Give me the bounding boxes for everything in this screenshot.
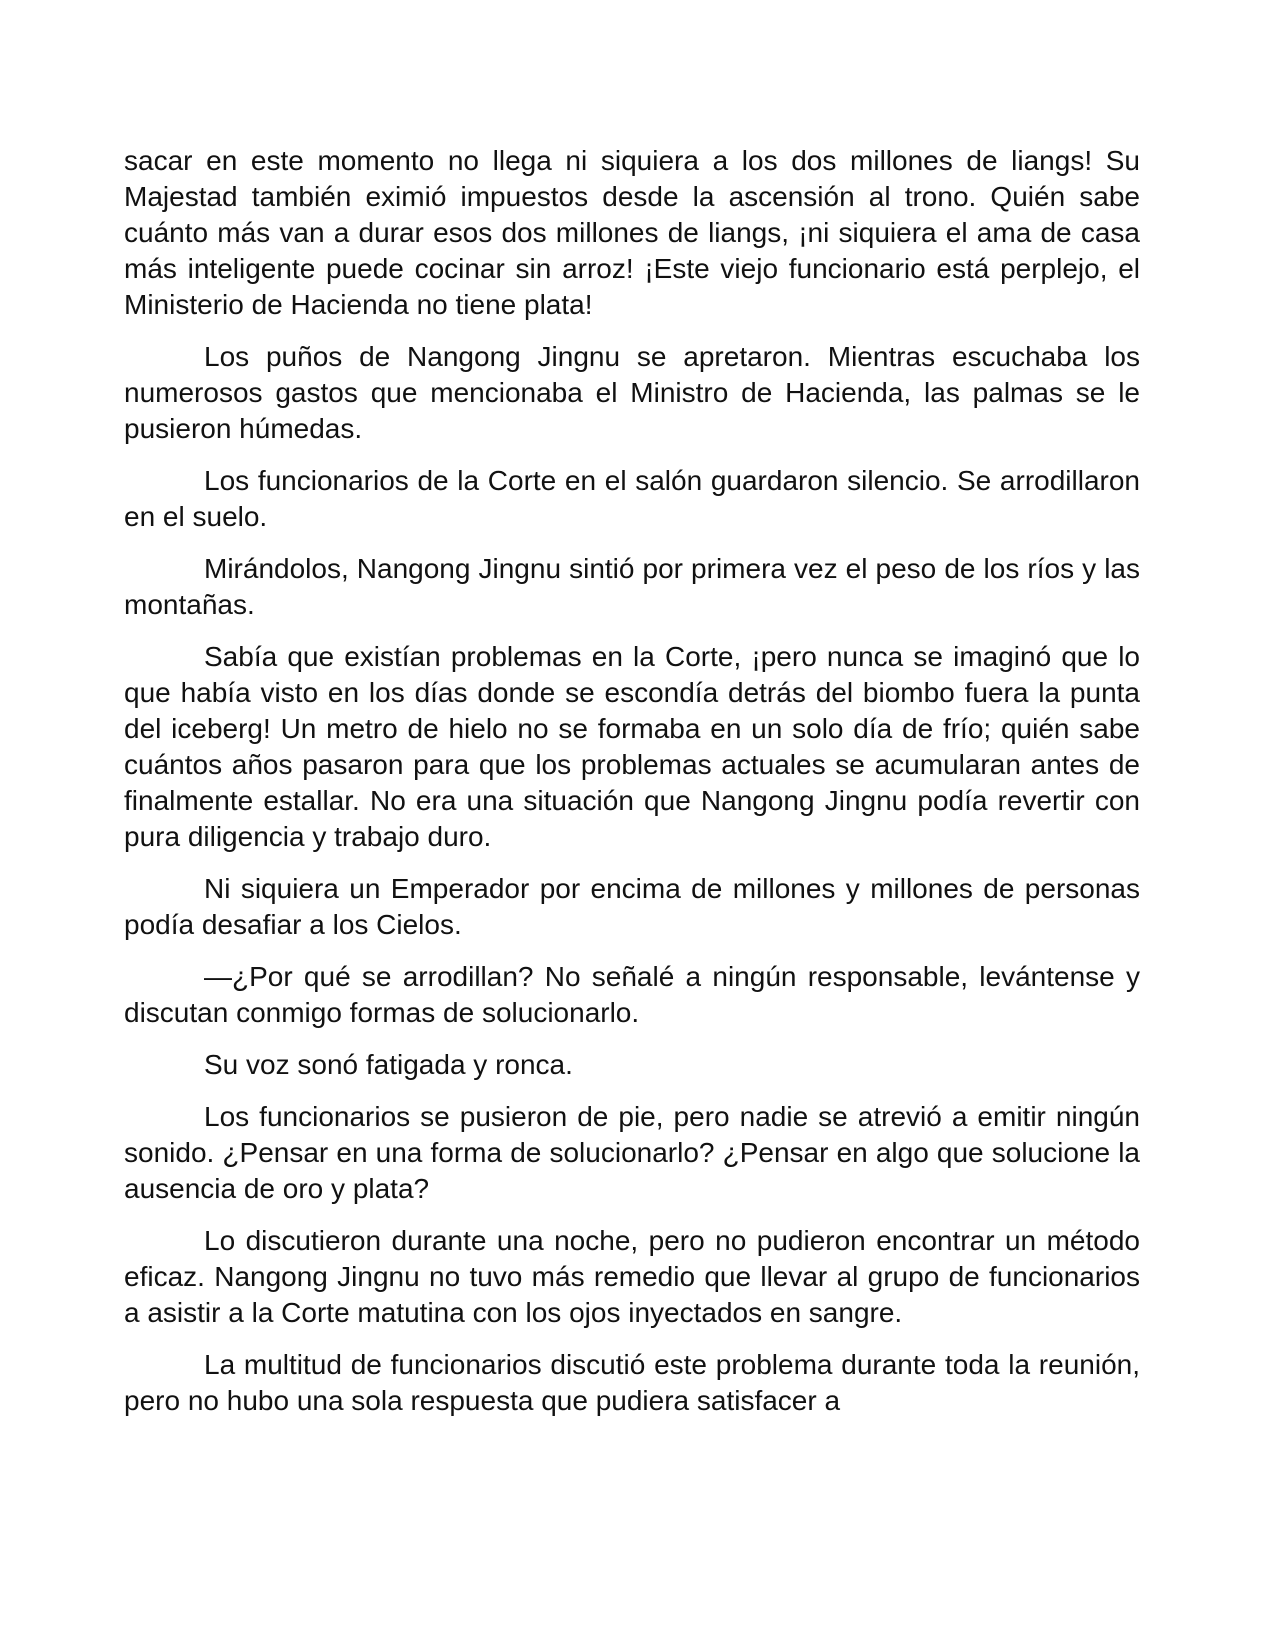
body-text [124, 143, 1140, 1419]
paragraph-5: Sabía que existían problemas en la Corte, ¡pero nunca se imaginó que lo que había visto en los días donde se escondía detrás del biombo fuera la punta del iceberg! Un metro de hielo no se formaba en un solo día de frío; quién sabe cuántos años pasaron para que los problemas actuales se acumularan antes de finalmente estallar. No era una situación que Nangong Jingnu podía revertir con pura diligencia y trabajo duro. [124, 641, 1140, 852]
paragraph-6: Ni siquiera un Emperador por encima de millones y millones de personas podía desafiar a los Cielos. [124, 873, 1140, 940]
paragraph-4: Mirándolos, Nangong Jingnu sintió por primera vez el peso de los ríos y las montañas. [124, 553, 1140, 620]
paragraph-1: sacar en este momento no llega ni siquiera a los dos millones de liangs! Su Majestad también eximió impuestos desde la ascensión al trono. Quién sabe cuánto más van a durar esos dos millones de liangs, ¡ni siquiera el ama de casa más inteligente puede cocinar sin arroz! ¡Este viejo funcionario está perplejo, el Ministerio de Hacienda no tiene plata! [124, 145, 1140, 320]
paragraph-11: La multitud de funcionarios discutió este problema durante toda la reunión, pero no hubo una sola respuesta que pudiera satisfacer a [124, 1349, 1140, 1416]
paragraph-3: Los funcionarios de la Corte en el salón guardaron silencio. Se arrodillaron en el suelo. [124, 465, 1140, 532]
paragraph-7-dialogue: —¿Por qué se arrodillan? No señalé a ningún responsable, levántense y discutan conmigo formas de solucionarlo. [124, 961, 1140, 1028]
paragraph-8: Su voz sonó fatigada y ronca. [204, 1049, 573, 1080]
paragraph-2: Los puños de Nangong Jingnu se apretaron. Mientras escuchaba los numerosos gastos que mencionaba el Ministro de Hacienda, las palmas se le pusieron húmedas. [124, 341, 1140, 444]
paragraph-9: Los funcionarios se pusieron de pie, pero nadie se atrevió a emitir ningún sonido. ¿Pensar en una forma de solucionarlo? ¿Pensar en algo que solucione la ausencia de oro y plata? [124, 1101, 1140, 1204]
paragraph-10: Lo discutieron durante una noche, pero no pudieron encontrar un método eficaz. Nangong Jingnu no tuvo más remedio que llevar al grupo de funcionarios a asistir a la Corte matutina con los ojos inyectados en sangre. [124, 1225, 1140, 1328]
